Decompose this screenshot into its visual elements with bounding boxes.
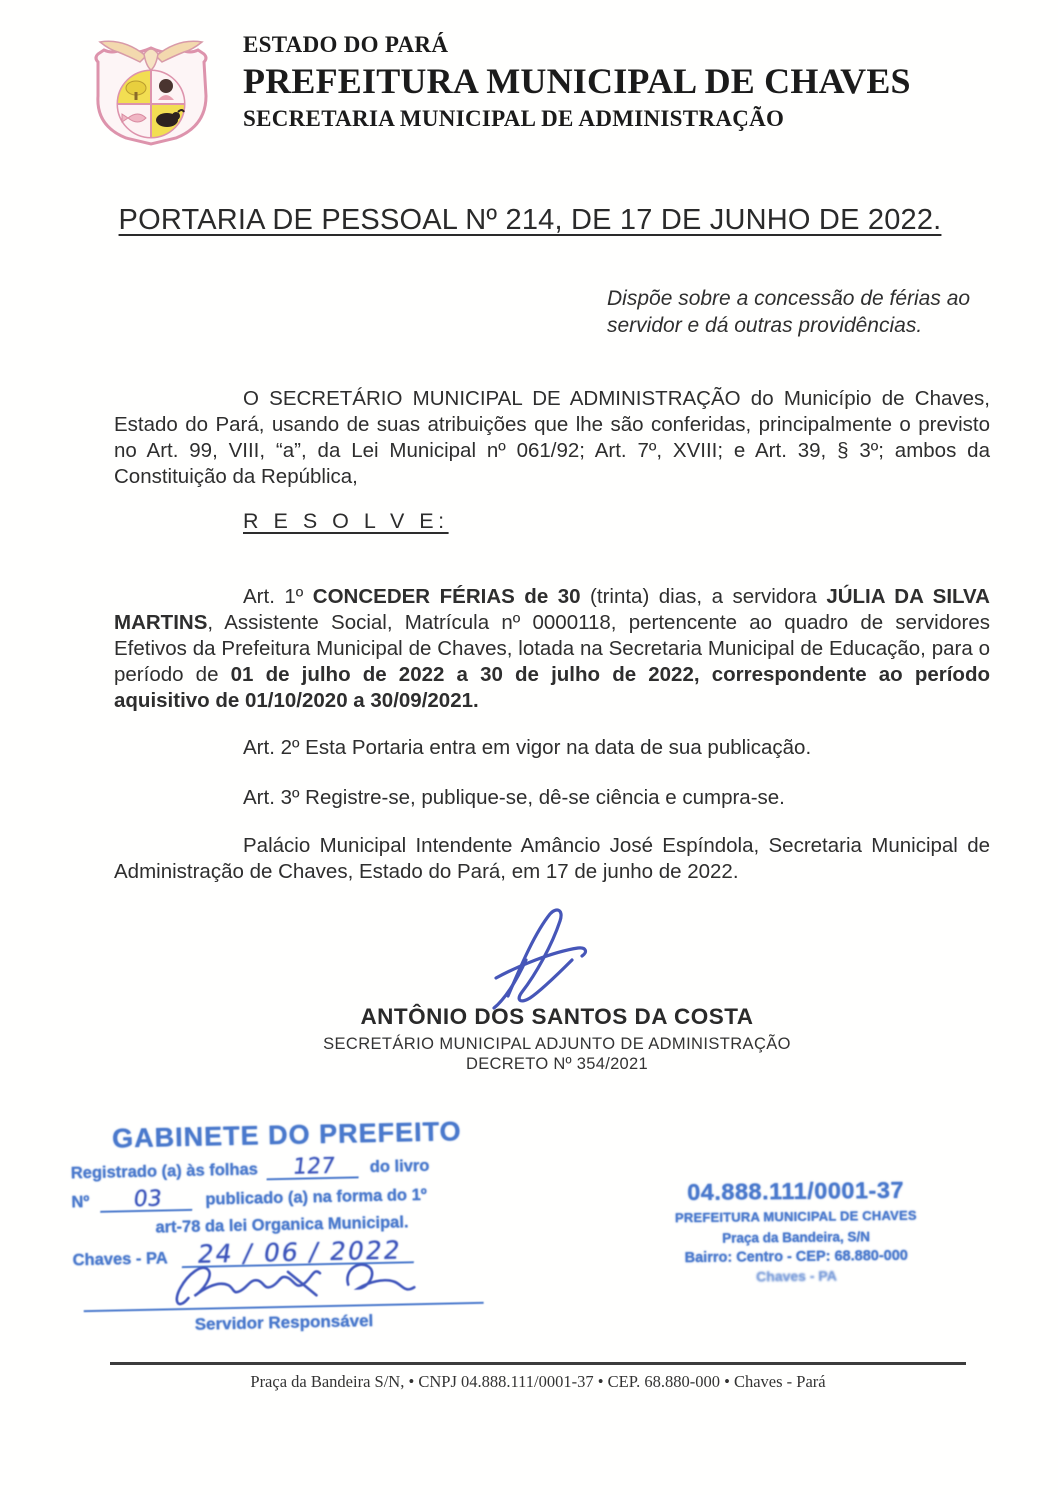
- footer-address: Praça da Bandeira S/N, • CNPJ 04.888.111/0001-37 • CEP. 68.880-000 • Chaves - Pará: [250, 1372, 826, 1391]
- epigraph: Dispõe sobre a concessão de férias ao servidor e dá outras providências.: [607, 287, 971, 337]
- letterhead-state: ESTADO DO PARÁ: [243, 32, 449, 57]
- registry-stamp-numero-line: [71, 1183, 491, 1214]
- document-title-text: PORTARIA DE PESSOAL Nº 214, DE 17 DE JUNHO DE 2022.: [118, 204, 942, 236]
- article-1-bold-period: 01 de julho de 2022 a 30 de julho de 2022, correspondente ao período aquisitivo de 01/10/2020 a 30/09/2021.: [114, 663, 990, 712]
- coat-of-arms-icon: [84, 34, 218, 146]
- registry-stamp: [70, 1116, 494, 1338]
- article-1-bold-grant: CONCEDER FÉRIAS de 30: [312, 585, 591, 608]
- signatory-name: ANTÔNIO DOS SANTOS DA COSTA: [360, 1004, 754, 1029]
- numero-label-end: publicado (a) na forma do 1º: [205, 1185, 427, 1209]
- article-3-paragraph: Art. 3º Registre-se, publique-se, dê-se ciência e cumpra-se.: [243, 786, 785, 809]
- registry-stamp-title: GABINETE DO PREFEITO: [111, 1116, 462, 1154]
- preamble-paragraph: O SECRETÁRIO MUNICIPAL DE ADMINISTRAÇÃO do Município de Chaves, Estado do Pará, usando de suas atribuições que lhe são conferidas, principalmente o previsto no Art. 99, VIII, “a”, da Lei Municipal nº 061/92; Art. 7º, XVIII; e Art. 39, § 3º; ambos da Constituição da República,: [114, 387, 990, 488]
- signatory-role: SECRETÁRIO MUNICIPAL ADJUNTO DE ADMINISTRAÇÃO: [323, 1035, 791, 1053]
- letterhead: [243, 32, 911, 132]
- article-1-lead: Art. 1º: [243, 585, 313, 608]
- cnpj-stamp-district: Bairro: Centro - CEP: 68.880-000: [684, 1247, 908, 1267]
- article-1-servant-name: JÚLIA DA SILVA MARTINS: [114, 585, 990, 634]
- article-1-paragraph: [114, 584, 990, 714]
- stamp-city-label: Chaves - PA: [72, 1249, 168, 1270]
- footer-divider: [110, 1362, 966, 1365]
- cnpj-stamp-entity: PREFEITURA MUNICIPAL DE CHAVES: [674, 1207, 917, 1226]
- cnpj-stamp-address: Praça da Bandeira, S/N: [722, 1229, 871, 1246]
- signatory-decree: DECRETO Nº 354/2021: [465, 1055, 648, 1073]
- numero-handwritten-value: 03: [100, 1189, 195, 1213]
- article-1-text-body: , Assistente Social, Matrícula nº 0000118, pertencente ao quadro de servidores Efetivos da Prefeitura Municipal de Chaves, lotada na Secretaria Municipal de Educação, para o período de: [114, 611, 990, 686]
- registry-stamp-signature-line: [73, 1264, 494, 1317]
- folhas-label: Registrado (a) às folhas: [70, 1160, 259, 1183]
- registry-stamp-law-line: art-78 da lei Organica Municipal.: [155, 1213, 409, 1237]
- letterhead-department: SECRETARIA MUNICIPAL DE ADMINISTRAÇÃO: [243, 106, 785, 131]
- cnpj-stamp: [667, 1177, 924, 1286]
- resolve-heading: R E S O L V E:: [243, 509, 449, 533]
- cnpj-stamp-city: Chaves - PA: [756, 1267, 837, 1285]
- document-title: [109, 204, 951, 237]
- letterhead-municipality: PREFEITURA MUNICIPAL DE CHAVES: [243, 61, 911, 101]
- date-handwritten-value: 24 / 06 / 2022: [182, 1239, 418, 1268]
- registry-stamp-signer-label: Servidor Responsável: [194, 1311, 374, 1334]
- article-1-text-days: (trinta) dias, a servidora: [590, 585, 827, 608]
- folhas-label-end: do livro: [369, 1156, 430, 1177]
- numero-label: Nº: [71, 1193, 90, 1212]
- closing-paragraph: Palácio Municipal Intendente Amâncio José Espíndola, Secretaria Municipal de Administração de Chaves, Estado do Pará, em 17 de junho de 2022.: [114, 834, 990, 883]
- article-2-paragraph: Art. 2º Esta Portaria entra em vigor na data de sua publicação.: [243, 736, 812, 759]
- registry-stamp-folhas-line: [71, 1154, 491, 1185]
- handwritten-signature: [468, 902, 633, 1010]
- folhas-handwritten-value: 127: [267, 1156, 362, 1180]
- cnpj-number: 04.888.111/0001-37: [687, 1176, 905, 1206]
